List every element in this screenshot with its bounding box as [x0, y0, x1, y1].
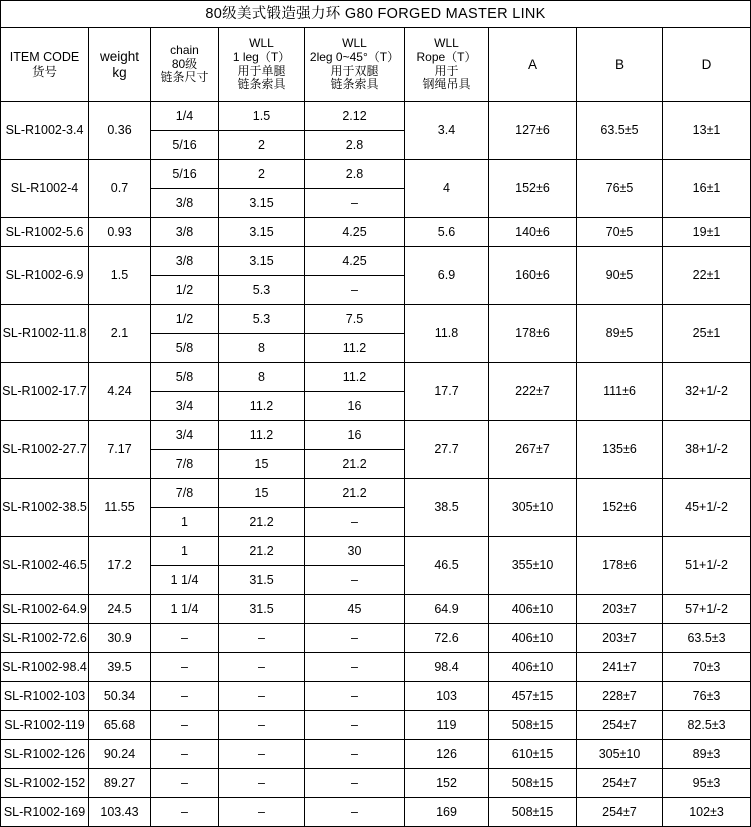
item-code-cell: SL-R1002-98.4 — [1, 653, 89, 682]
header-wll1-cn2: 链条索具 — [237, 77, 286, 92]
wll-2leg-cell: – — [305, 566, 405, 595]
dim-d-cell: 45+1/-2 — [663, 479, 751, 537]
dim-a-cell: 508±15 — [489, 798, 577, 827]
dim-a-cell: 178±6 — [489, 305, 577, 363]
dim-d-cell: 76±3 — [663, 682, 751, 711]
table-row — [1, 363, 751, 392]
table-row — [1, 595, 751, 624]
dim-a-cell: 160±6 — [489, 247, 577, 305]
wll-2leg-cell: 21.2 — [305, 450, 405, 479]
wll-rope-cell: 152 — [405, 769, 489, 798]
dim-a-cell: 305±10 — [489, 479, 577, 537]
wll-1leg-cell: – — [219, 682, 305, 711]
weight-cell: 30.9 — [89, 624, 151, 653]
item-code-cell: SL-R1002-126 — [1, 740, 89, 769]
dim-b-cell: 203±7 — [577, 595, 663, 624]
chain-size-cell: 3/8 — [151, 247, 219, 276]
wll-2leg-cell: 21.2 — [305, 479, 405, 508]
wll-2leg-cell: 30 — [305, 537, 405, 566]
weight-cell: 39.5 — [89, 653, 151, 682]
dim-a-cell: 222±7 — [489, 363, 577, 421]
table-row — [1, 682, 751, 711]
wll-2leg-cell: 2.8 — [305, 160, 405, 189]
weight-cell: 4.24 — [89, 363, 151, 421]
wll-rope-cell: 169 — [405, 798, 489, 827]
wll-rope-cell: 38.5 — [405, 479, 489, 537]
dim-b-cell: 254±7 — [577, 711, 663, 740]
dim-d-cell: 13±1 — [663, 102, 751, 160]
wll-2leg-cell: 4.25 — [305, 247, 405, 276]
dim-d-cell: 70±3 — [663, 653, 751, 682]
item-code-cell: SL-R1002-169 — [1, 798, 89, 827]
chain-size-cell: – — [151, 653, 219, 682]
wll-1leg-cell: 2 — [219, 160, 305, 189]
wll-1leg-cell: 3.15 — [219, 189, 305, 218]
wll-2leg-cell: – — [305, 276, 405, 305]
dim-d-cell: 51+1/-2 — [663, 537, 751, 595]
chain-size-cell: 1/2 — [151, 305, 219, 334]
wll-2leg-cell: 2.12 — [305, 102, 405, 131]
wll-1leg-cell: – — [219, 653, 305, 682]
wll-rope-cell: 17.7 — [405, 363, 489, 421]
wll-2leg-cell: – — [305, 711, 405, 740]
wll-2leg-cell: 11.2 — [305, 334, 405, 363]
header-rope-cn1: 用于 — [434, 63, 459, 78]
wll-1leg-cell: 5.3 — [219, 305, 305, 334]
dim-b-cell: 111±6 — [577, 363, 663, 421]
item-code-cell: SL-R1002-4 — [1, 160, 89, 218]
wll-rope-cell: 119 — [405, 711, 489, 740]
chain-size-cell: – — [151, 769, 219, 798]
header-wll2-cn1: 用于双腿 — [330, 63, 379, 78]
wll-rope-cell: 5.6 — [405, 218, 489, 247]
chain-size-cell: 7/8 — [151, 450, 219, 479]
table-row — [1, 421, 751, 450]
wll-1leg-cell: 31.5 — [219, 566, 305, 595]
dim-d-cell: 22±1 — [663, 247, 751, 305]
wll-2leg-cell: 11.2 — [305, 363, 405, 392]
dim-a-cell: 457±15 — [489, 682, 577, 711]
chain-size-cell: 3/4 — [151, 392, 219, 421]
wll-1leg-cell: 8 — [219, 363, 305, 392]
dim-b-cell: 76±5 — [577, 160, 663, 218]
chain-size-cell: 1 1/4 — [151, 595, 219, 624]
wll-rope-cell: 126 — [405, 740, 489, 769]
wll-2leg-cell: – — [305, 798, 405, 827]
wll-rope-cell: 11.8 — [405, 305, 489, 363]
dim-a-cell: 355±10 — [489, 537, 577, 595]
wll-1leg-cell: – — [219, 624, 305, 653]
table-row — [1, 160, 751, 189]
header-dim-a: A — [489, 28, 577, 102]
dim-a-cell: 267±7 — [489, 421, 577, 479]
dim-b-cell: 178±6 — [577, 537, 663, 595]
table-row — [1, 711, 751, 740]
item-code-cell: SL-R1002-11.8 — [1, 305, 89, 363]
chain-size-cell: – — [151, 798, 219, 827]
dim-d-cell: 16±1 — [663, 160, 751, 218]
chain-size-cell: 5/16 — [151, 131, 219, 160]
table-row — [1, 479, 751, 508]
wll-rope-cell: 98.4 — [405, 653, 489, 682]
header-wll1-cn1: 用于单腿 — [237, 63, 286, 78]
wll-rope-cell: 103 — [405, 682, 489, 711]
dim-b-cell: 63.5±5 — [577, 102, 663, 160]
dim-b-cell: 305±10 — [577, 740, 663, 769]
chain-size-cell: 5/8 — [151, 334, 219, 363]
item-code-cell: SL-R1002-72.6 — [1, 624, 89, 653]
weight-cell: 90.24 — [89, 740, 151, 769]
wll-1leg-cell: 21.2 — [219, 537, 305, 566]
header-wll-2leg — [305, 28, 405, 102]
weight-cell: 50.34 — [89, 682, 151, 711]
chain-size-cell: 1 — [151, 537, 219, 566]
wll-1leg-cell: 21.2 — [219, 508, 305, 537]
item-code-cell: SL-R1002-103 — [1, 682, 89, 711]
wll-rope-cell: 4 — [405, 160, 489, 218]
chain-size-cell: – — [151, 682, 219, 711]
item-code-cell: SL-R1002-64.9 — [1, 595, 89, 624]
weight-cell: 0.93 — [89, 218, 151, 247]
header-rope-cn2: 钢绳吊具 — [422, 77, 471, 92]
wll-2leg-cell: 4.25 — [305, 218, 405, 247]
wll-2leg-cell: 2.8 — [305, 131, 405, 160]
chain-size-cell: 7/8 — [151, 479, 219, 508]
dim-b-cell: 89±5 — [577, 305, 663, 363]
wll-1leg-cell: – — [219, 798, 305, 827]
dim-b-cell: 254±7 — [577, 769, 663, 798]
header-chain-grade: 80级 — [171, 56, 198, 71]
dim-b-cell: 135±6 — [577, 421, 663, 479]
header-chain-size — [151, 28, 219, 102]
item-code-cell: SL-R1002-6.9 — [1, 247, 89, 305]
header-chain-en: chain — [170, 42, 199, 57]
dim-d-cell: 63.5±3 — [663, 624, 751, 653]
header-dim-d: D — [663, 28, 751, 102]
wll-2leg-cell: – — [305, 508, 405, 537]
table-title: 80级美式锻造强力环 G80 FORGED MASTER LINK — [1, 1, 751, 28]
weight-cell: 65.68 — [89, 711, 151, 740]
wll-2leg-cell: 16 — [305, 421, 405, 450]
dim-b-cell: 152±6 — [577, 479, 663, 537]
item-code-cell: SL-R1002-17.7 — [1, 363, 89, 421]
item-code-cell: SL-R1002-5.6 — [1, 218, 89, 247]
wll-rope-cell: 3.4 — [405, 102, 489, 160]
dim-b-cell: 254±7 — [577, 798, 663, 827]
wll-2leg-cell: 45 — [305, 595, 405, 624]
wll-2leg-cell: 16 — [305, 392, 405, 421]
wll-1leg-cell: 15 — [219, 479, 305, 508]
dim-a-cell: 140±6 — [489, 218, 577, 247]
dim-d-cell: 32+1/-2 — [663, 363, 751, 421]
table-row — [1, 653, 751, 682]
chain-size-cell: 3/4 — [151, 421, 219, 450]
wll-2leg-cell: 7.5 — [305, 305, 405, 334]
dim-a-cell: 406±10 — [489, 653, 577, 682]
wll-1leg-cell: 3.15 — [219, 218, 305, 247]
header-dim-b: B — [577, 28, 663, 102]
header-wll1-title: WLL — [249, 35, 274, 50]
header-item-code-en: ITEM CODE — [9, 50, 80, 65]
dim-a-cell: 406±10 — [489, 595, 577, 624]
chain-size-cell: 1/4 — [151, 102, 219, 131]
chain-size-cell: 1/2 — [151, 276, 219, 305]
header-weight-en: weight — [99, 48, 140, 64]
wll-1leg-cell: 5.3 — [219, 276, 305, 305]
dim-b-cell: 228±7 — [577, 682, 663, 711]
chain-size-cell: 3/8 — [151, 218, 219, 247]
header-chain-cn: 链条尺寸 — [160, 70, 209, 85]
wll-rope-cell: 64.9 — [405, 595, 489, 624]
chain-size-cell: – — [151, 624, 219, 653]
dim-d-cell: 95±3 — [663, 769, 751, 798]
header-row — [1, 28, 751, 102]
item-code-cell: SL-R1002-119 — [1, 711, 89, 740]
header-weight — [89, 28, 151, 102]
chain-size-cell: 1 — [151, 508, 219, 537]
weight-cell: 24.5 — [89, 595, 151, 624]
item-code-cell: SL-R1002-152 — [1, 769, 89, 798]
table-row — [1, 624, 751, 653]
wll-1leg-cell: – — [219, 769, 305, 798]
chain-size-cell: 3/8 — [151, 189, 219, 218]
chain-size-cell: 5/8 — [151, 363, 219, 392]
dim-b-cell: 241±7 — [577, 653, 663, 682]
weight-cell: 2.1 — [89, 305, 151, 363]
wll-1leg-cell: 11.2 — [219, 421, 305, 450]
header-wll1-unit: 1 leg（T） — [232, 49, 291, 64]
dim-a-cell: 406±10 — [489, 624, 577, 653]
table-row — [1, 798, 751, 827]
wll-2leg-cell: – — [305, 769, 405, 798]
table-row — [1, 102, 751, 131]
title-row — [1, 1, 751, 28]
item-code-cell: SL-R1002-27.7 — [1, 421, 89, 479]
weight-cell: 89.27 — [89, 769, 151, 798]
dim-b-cell: 70±5 — [577, 218, 663, 247]
wll-2leg-cell: – — [305, 740, 405, 769]
header-item-code — [1, 28, 89, 102]
wll-1leg-cell: – — [219, 740, 305, 769]
header-weight-unit: kg — [112, 64, 127, 80]
wll-1leg-cell: 8 — [219, 334, 305, 363]
dim-a-cell: 508±15 — [489, 769, 577, 798]
dim-a-cell: 508±15 — [489, 711, 577, 740]
item-code-cell: SL-R1002-38.5 — [1, 479, 89, 537]
weight-cell: 1.5 — [89, 247, 151, 305]
wll-1leg-cell: 31.5 — [219, 595, 305, 624]
table-row — [1, 305, 751, 334]
table-row — [1, 769, 751, 798]
dim-b-cell: 90±5 — [577, 247, 663, 305]
weight-cell: 0.36 — [89, 102, 151, 160]
header-wll-1leg — [219, 28, 305, 102]
chain-size-cell: – — [151, 711, 219, 740]
dim-d-cell: 102±3 — [663, 798, 751, 827]
weight-cell: 0.7 — [89, 160, 151, 218]
wll-2leg-cell: – — [305, 682, 405, 711]
header-rope-title: WLL — [434, 35, 459, 50]
wll-rope-cell: 72.6 — [405, 624, 489, 653]
weight-cell: 7.17 — [89, 421, 151, 479]
table-row — [1, 740, 751, 769]
dim-a-cell: 152±6 — [489, 160, 577, 218]
wll-rope-cell: 27.7 — [405, 421, 489, 479]
wll-1leg-cell: 15 — [219, 450, 305, 479]
header-wll2-unit: 2leg 0~45°（T） — [309, 49, 400, 64]
wll-1leg-cell: 2 — [219, 131, 305, 160]
dim-d-cell: 19±1 — [663, 218, 751, 247]
dim-d-cell: 38+1/-2 — [663, 421, 751, 479]
item-code-cell: SL-R1002-46.5 — [1, 537, 89, 595]
dim-d-cell: 89±3 — [663, 740, 751, 769]
wll-1leg-cell: – — [219, 711, 305, 740]
header-wll2-title: WLL — [342, 35, 367, 50]
wll-2leg-cell: – — [305, 653, 405, 682]
chain-size-cell: 1 1/4 — [151, 566, 219, 595]
wll-rope-cell: 46.5 — [405, 537, 489, 595]
wll-rope-cell: 6.9 — [405, 247, 489, 305]
dim-a-cell: 127±6 — [489, 102, 577, 160]
wll-2leg-cell: – — [305, 189, 405, 218]
header-wll2-cn2: 链条索具 — [330, 77, 379, 92]
wll-1leg-cell: 1.5 — [219, 102, 305, 131]
item-code-cell: SL-R1002-3.4 — [1, 102, 89, 160]
dim-b-cell: 203±7 — [577, 624, 663, 653]
dim-d-cell: 57+1/-2 — [663, 595, 751, 624]
table-row — [1, 218, 751, 247]
weight-cell: 11.55 — [89, 479, 151, 537]
wll-1leg-cell: 11.2 — [219, 392, 305, 421]
dim-d-cell: 25±1 — [663, 305, 751, 363]
weight-cell: 17.2 — [89, 537, 151, 595]
dim-d-cell: 82.5±3 — [663, 711, 751, 740]
header-wll-rope — [405, 28, 489, 102]
weight-cell: 103.43 — [89, 798, 151, 827]
dim-a-cell: 610±15 — [489, 740, 577, 769]
wll-1leg-cell: 3.15 — [219, 247, 305, 276]
table-row — [1, 247, 751, 276]
header-item-code-cn: 货号 — [31, 64, 57, 79]
chain-size-cell: 5/16 — [151, 160, 219, 189]
chain-size-cell: – — [151, 740, 219, 769]
header-rope-unit: Rope（T） — [416, 49, 477, 64]
wll-2leg-cell: – — [305, 624, 405, 653]
table-row — [1, 537, 751, 566]
